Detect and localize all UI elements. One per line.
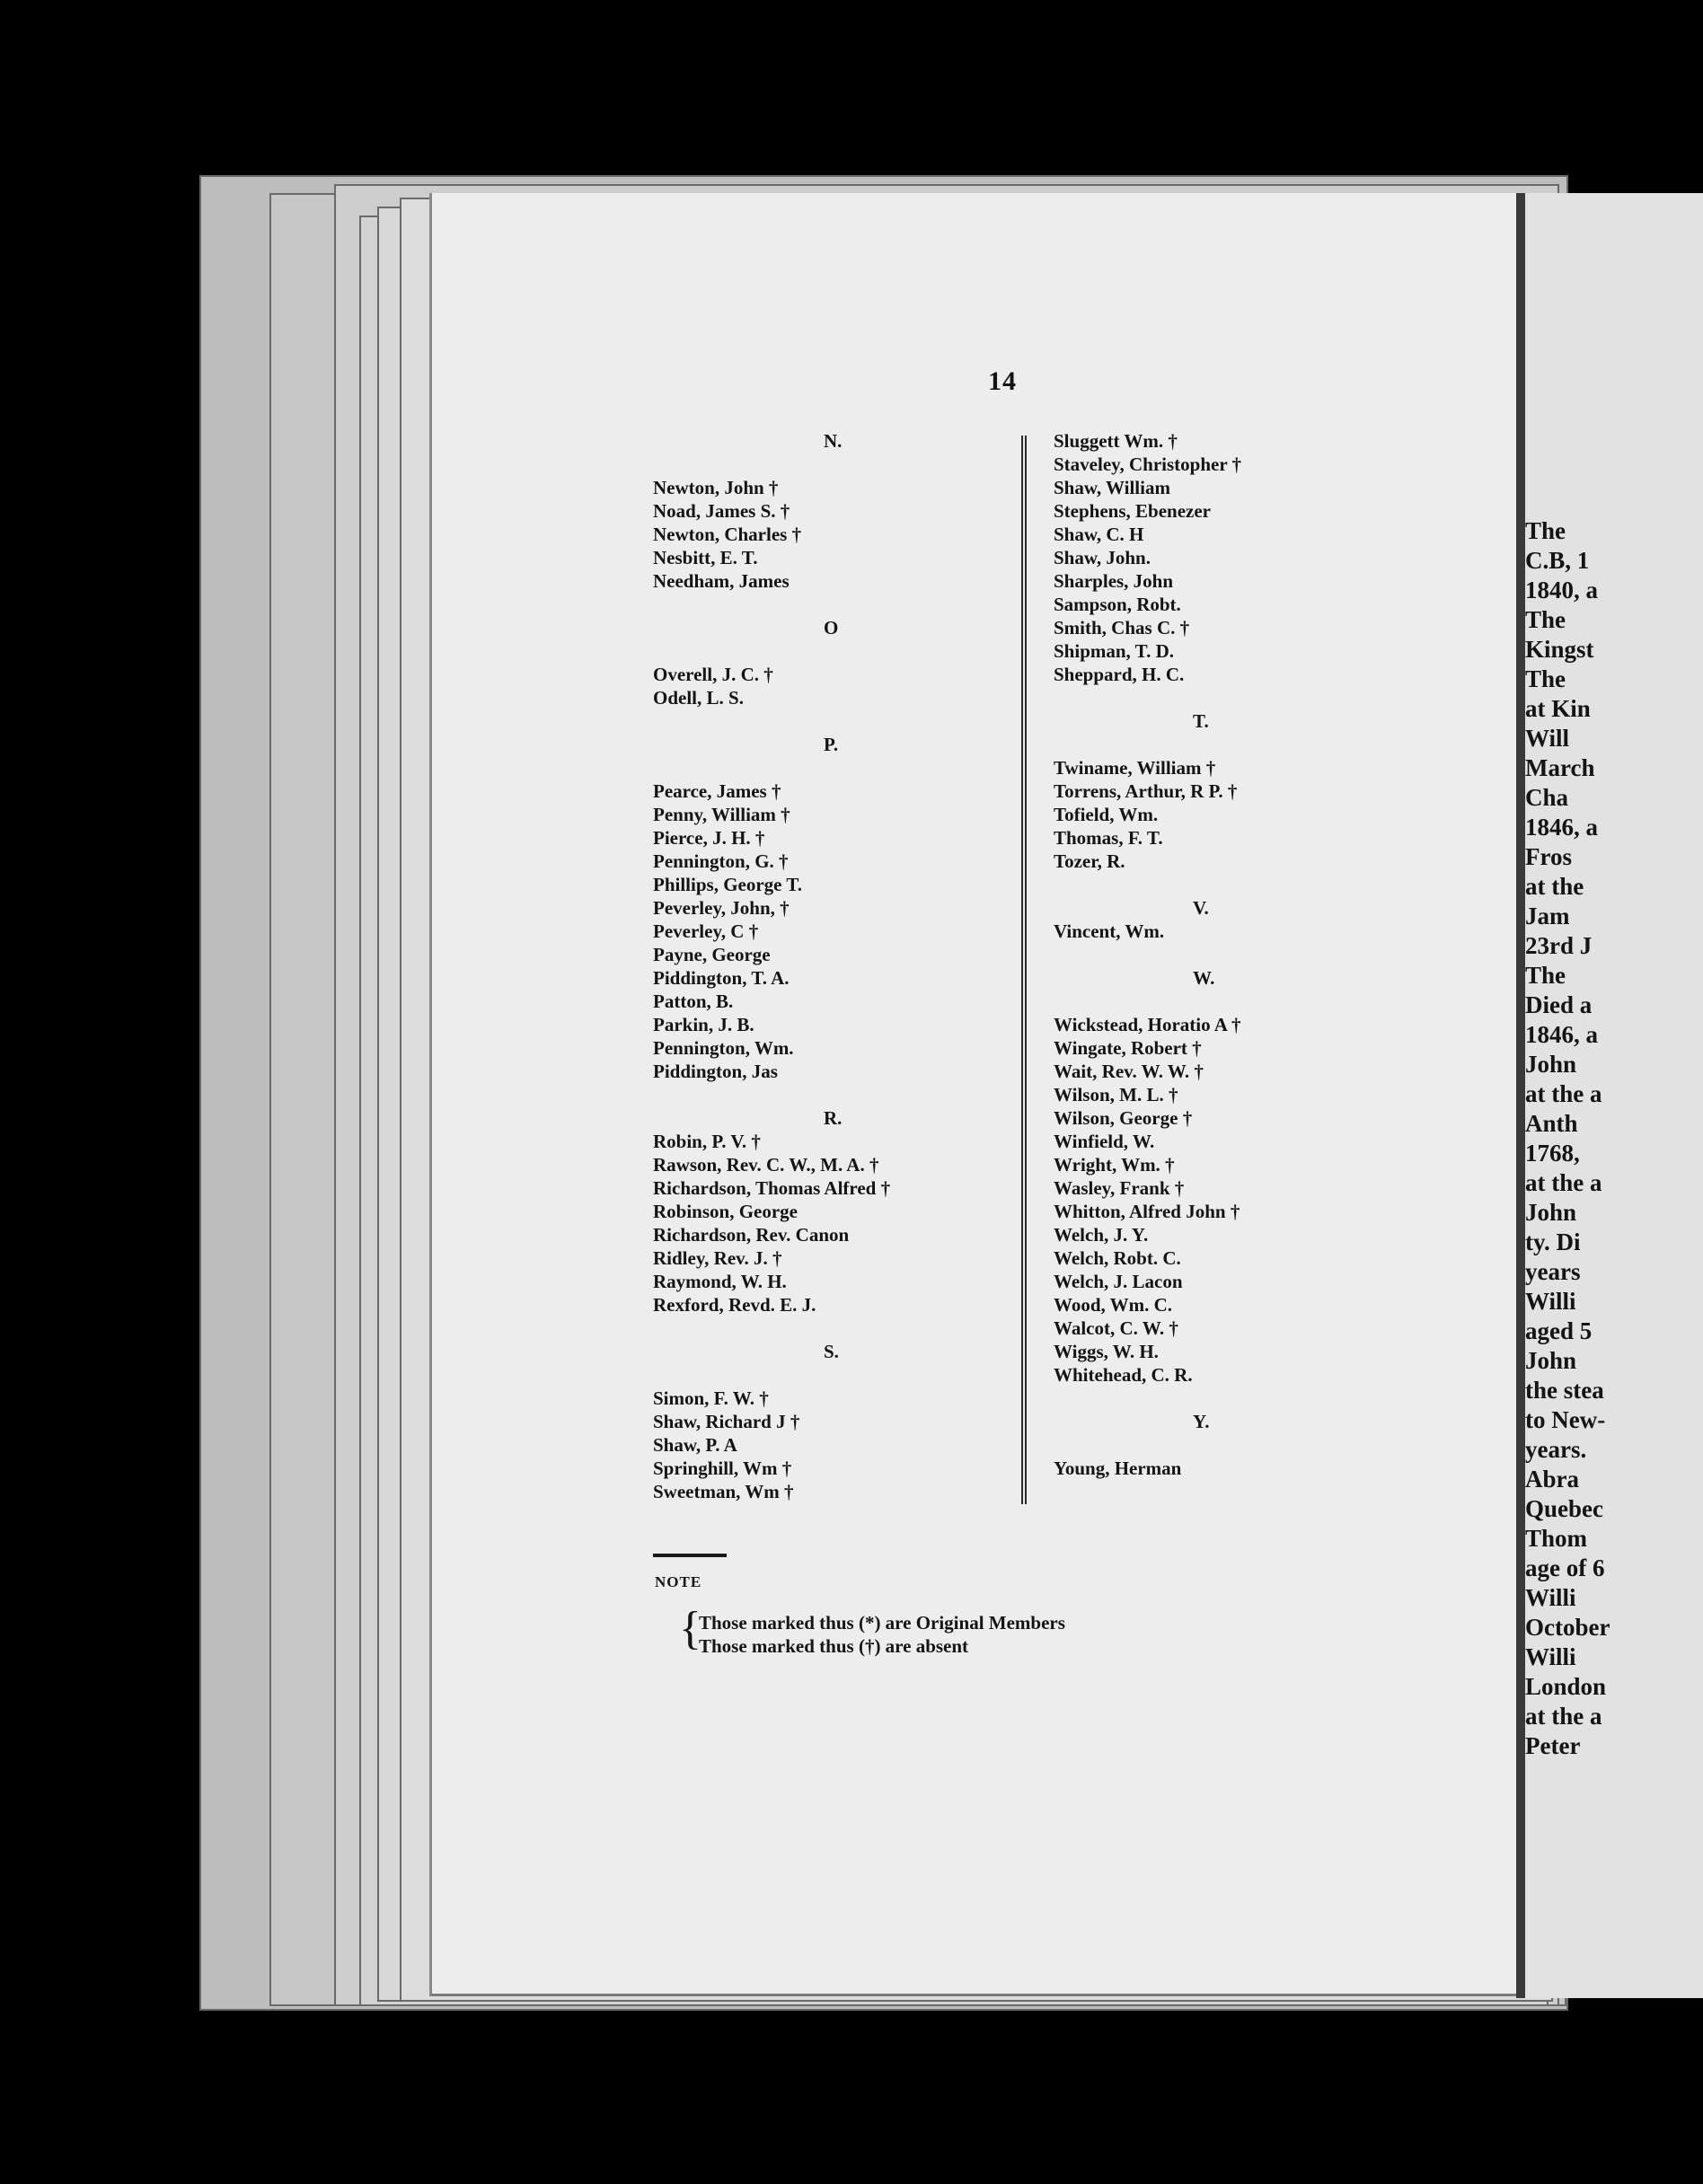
spacer: [653, 709, 1066, 733]
facing-page-line: Abra: [1525, 1466, 1579, 1493]
member-entry: Parkin, J. B.: [653, 1014, 754, 1035]
member-entry: Wilson, George †: [1054, 1107, 1193, 1129]
member-entry: Wilson, M. L. †: [1054, 1084, 1178, 1105]
member-entry: Young, Herman: [1054, 1457, 1182, 1479]
facing-page-line: The: [1525, 517, 1566, 544]
member-entry: Staveley, Christopher †: [1054, 454, 1242, 475]
facing-page-line: the stea: [1525, 1377, 1604, 1404]
facing-page-line: years.: [1525, 1436, 1587, 1463]
facing-page-line: Cha: [1525, 784, 1569, 811]
spacer: [1054, 990, 1467, 1013]
facing-page-line: age of 6: [1525, 1554, 1605, 1581]
member-entry: Tofield, Wm.: [1054, 804, 1159, 825]
member-entry: Whitton, Alfred John †: [1054, 1201, 1240, 1222]
member-entry: Shaw, John.: [1054, 547, 1151, 568]
member-entry: Tozer, R.: [1054, 850, 1125, 872]
member-entry: Welch, J. Lacon: [1054, 1271, 1183, 1292]
spacer: [1054, 873, 1467, 896]
member-entry: Shaw, Richard J †: [653, 1411, 800, 1432]
member-entry: Pearce, James †: [653, 780, 781, 802]
member-entry: Peverley, C †: [653, 920, 759, 942]
spacer: [653, 639, 1066, 663]
member-entry: Springhill, Wm †: [653, 1457, 792, 1479]
facing-page-line: aged 5: [1525, 1317, 1593, 1344]
member-entry: Wiggs, W. H.: [1054, 1341, 1159, 1362]
spacer: [1054, 1387, 1467, 1410]
spacer: [1054, 1433, 1467, 1457]
spacer: [653, 453, 1066, 476]
member-entry: Needham, James: [653, 570, 790, 592]
member-list-right-column: [1054, 429, 1467, 1480]
facing-page-line: 23rd J: [1525, 932, 1593, 959]
member-entry: Welch, J. Y.: [1054, 1224, 1149, 1246]
facing-page-line: The: [1525, 962, 1566, 989]
section-letter-heading: S.: [824, 1341, 839, 1362]
facing-page-line: 1840, a: [1525, 577, 1598, 603]
facing-page-line: Peter: [1525, 1732, 1581, 1759]
member-entry: Wickstead, Horatio A †: [1054, 1014, 1241, 1035]
member-entry: Piddington, Jas: [653, 1061, 778, 1082]
facing-page-line: Quebec: [1525, 1495, 1603, 1522]
facing-page-line: Willi: [1525, 1288, 1576, 1315]
section-letter-heading: O: [824, 617, 839, 638]
spacer: [1054, 686, 1467, 709]
member-entry: Richardson, Rev. Canon: [653, 1224, 850, 1246]
member-entry: Raymond, W. H.: [653, 1271, 787, 1292]
spacer: [653, 593, 1066, 616]
facing-page-line: London: [1525, 1673, 1607, 1700]
member-entry: Winfield, W.: [1054, 1131, 1155, 1152]
member-entry: Penny, William †: [653, 804, 790, 825]
facing-page-line: Anth: [1525, 1110, 1578, 1137]
member-entry: Phillips, George T.: [653, 874, 803, 895]
member-entry: Sluggett Wm. †: [1054, 430, 1178, 452]
facing-page-line: John: [1525, 1347, 1577, 1374]
member-entry: Smith, Chas C. †: [1054, 617, 1190, 638]
facing-page-line: Fros: [1525, 843, 1572, 870]
facing-page-line: Willi: [1525, 1584, 1576, 1611]
member-entry: Vincent, Wm.: [1054, 920, 1165, 942]
facing-page-line: Thom: [1525, 1525, 1588, 1552]
facing-page-line: October: [1525, 1614, 1610, 1641]
member-entry: Shaw, William: [1054, 477, 1170, 498]
note-label: NOTE: [655, 1573, 702, 1590]
member-entry: Shaw, P. A: [653, 1434, 737, 1456]
facing-page-line: ty. Di: [1525, 1228, 1581, 1255]
page-number: 14: [988, 366, 1017, 396]
member-entry: Patton, B.: [653, 991, 734, 1012]
member-entry: Richardson, Thomas Alfred †: [653, 1177, 891, 1199]
member-entry: Sheppard, H. C.: [1054, 664, 1185, 685]
member-entry: Twiname, William †: [1054, 757, 1216, 779]
facing-page-line: to New-: [1525, 1406, 1606, 1433]
facing-page-line: The: [1525, 606, 1566, 633]
facing-page-line: years: [1525, 1258, 1581, 1285]
member-entry: Pennington, G. †: [653, 850, 789, 872]
member-entry: Torrens, Arthur, R P. †: [1054, 780, 1238, 802]
member-entry: Rexford, Revd. E. J.: [653, 1294, 816, 1316]
section-letter-heading: P.: [824, 734, 839, 755]
member-entry: Overell, J. C. †: [653, 664, 773, 685]
spacer: [653, 756, 1066, 779]
member-list-left-column: [653, 429, 1066, 1503]
member-entry: Wingate, Robert †: [1054, 1037, 1202, 1059]
member-entry: Shaw, C. H: [1054, 524, 1144, 545]
section-letter-heading: N.: [824, 430, 843, 452]
facing-page-line: March: [1525, 754, 1595, 781]
facing-page-line: at the a: [1525, 1703, 1602, 1730]
member-entry: Walcot, C. W. †: [1054, 1317, 1178, 1339]
section-letter-heading: V.: [1193, 897, 1209, 919]
facing-page-line: Kingst: [1525, 636, 1594, 663]
facing-page-line: 1768,: [1525, 1140, 1580, 1167]
note-line: Those marked thus (*) are Original Members: [699, 1612, 1065, 1634]
note-lines: [699, 1611, 1065, 1658]
section-letter-heading: T.: [1193, 710, 1209, 732]
member-entry: Robin, P. V. †: [653, 1131, 761, 1152]
facing-page-line: 1846, a: [1525, 814, 1598, 841]
member-entry: Newton, Charles †: [653, 524, 802, 545]
member-entry: Wait, Rev. W. W. †: [1054, 1061, 1204, 1082]
member-entry: Whitehead, C. R.: [1054, 1364, 1193, 1386]
member-entry: Wright, Wm. †: [1054, 1154, 1175, 1176]
member-entry: Payne, George: [653, 944, 771, 965]
facing-page-line: at the: [1525, 873, 1584, 900]
section-letter-heading: Y.: [1193, 1411, 1210, 1432]
book-gutter: [1516, 193, 1525, 1998]
member-entry: Sharples, John: [1054, 570, 1174, 592]
facing-page-line: The: [1525, 665, 1566, 692]
section-letter-heading: R.: [824, 1107, 843, 1129]
member-entry: Robinson, George: [653, 1201, 799, 1222]
facing-page-line: Willi: [1525, 1643, 1576, 1670]
member-entry: Rawson, Rev. C. W., M. A. †: [653, 1154, 879, 1176]
note-separator-rule: [653, 1554, 727, 1557]
column-divider: [1021, 436, 1027, 1504]
member-entry: Noad, James S. †: [653, 500, 790, 522]
facing-page-line: Died a: [1525, 991, 1593, 1018]
member-entry: Ridley, Rev. J. †: [653, 1247, 782, 1269]
facing-page-line: 1846, a: [1525, 1021, 1598, 1048]
member-entry: Sweetman, Wm †: [653, 1481, 794, 1502]
facing-page-text: [1525, 516, 1703, 1761]
member-entry: Stephens, Ebenezer: [1054, 500, 1211, 522]
facing-page-line: C.B, 1: [1525, 547, 1590, 574]
facing-page-line: at the a: [1525, 1169, 1602, 1196]
member-entry: Thomas, F. T.: [1054, 827, 1163, 849]
facing-page-line: John: [1525, 1199, 1577, 1226]
member-entry: Pennington, Wm.: [653, 1037, 794, 1059]
note-line: Those marked thus (†) are absent: [699, 1635, 969, 1657]
member-entry: Simon, F. W. †: [653, 1387, 769, 1409]
member-entry: Welch, Robt. C.: [1054, 1247, 1181, 1269]
member-entry: Wood, Wm. C.: [1054, 1294, 1173, 1316]
member-entry: Pierce, J. H. †: [653, 827, 765, 849]
spacer: [653, 1317, 1066, 1340]
spacer: [653, 1363, 1066, 1387]
member-entry: Sampson, Robt.: [1054, 594, 1181, 615]
member-entry: Odell, L. S.: [653, 687, 744, 709]
note-brace: {: [679, 1603, 701, 1654]
facing-page: [1525, 193, 1703, 1998]
spacer: [653, 1083, 1066, 1106]
member-entry: Wasley, Frank †: [1054, 1177, 1185, 1199]
member-entry: Nesbitt, E. T.: [653, 547, 758, 568]
facing-page-line: John: [1525, 1051, 1577, 1078]
member-entry: Shipman, T. D.: [1054, 640, 1175, 662]
facing-page-line: at the a: [1525, 1080, 1602, 1107]
facing-page-line: at Kin: [1525, 695, 1591, 722]
member-entry: Newton, John †: [653, 477, 779, 498]
section-letter-heading: W.: [1193, 967, 1215, 989]
member-entry: Peverley, John, †: [653, 897, 790, 919]
facing-page-line: Will: [1525, 725, 1570, 752]
facing-page-line: Jam: [1525, 903, 1570, 929]
spacer: [1054, 733, 1467, 756]
spacer: [1054, 943, 1467, 966]
member-entry: Piddington, T. A.: [653, 967, 790, 989]
